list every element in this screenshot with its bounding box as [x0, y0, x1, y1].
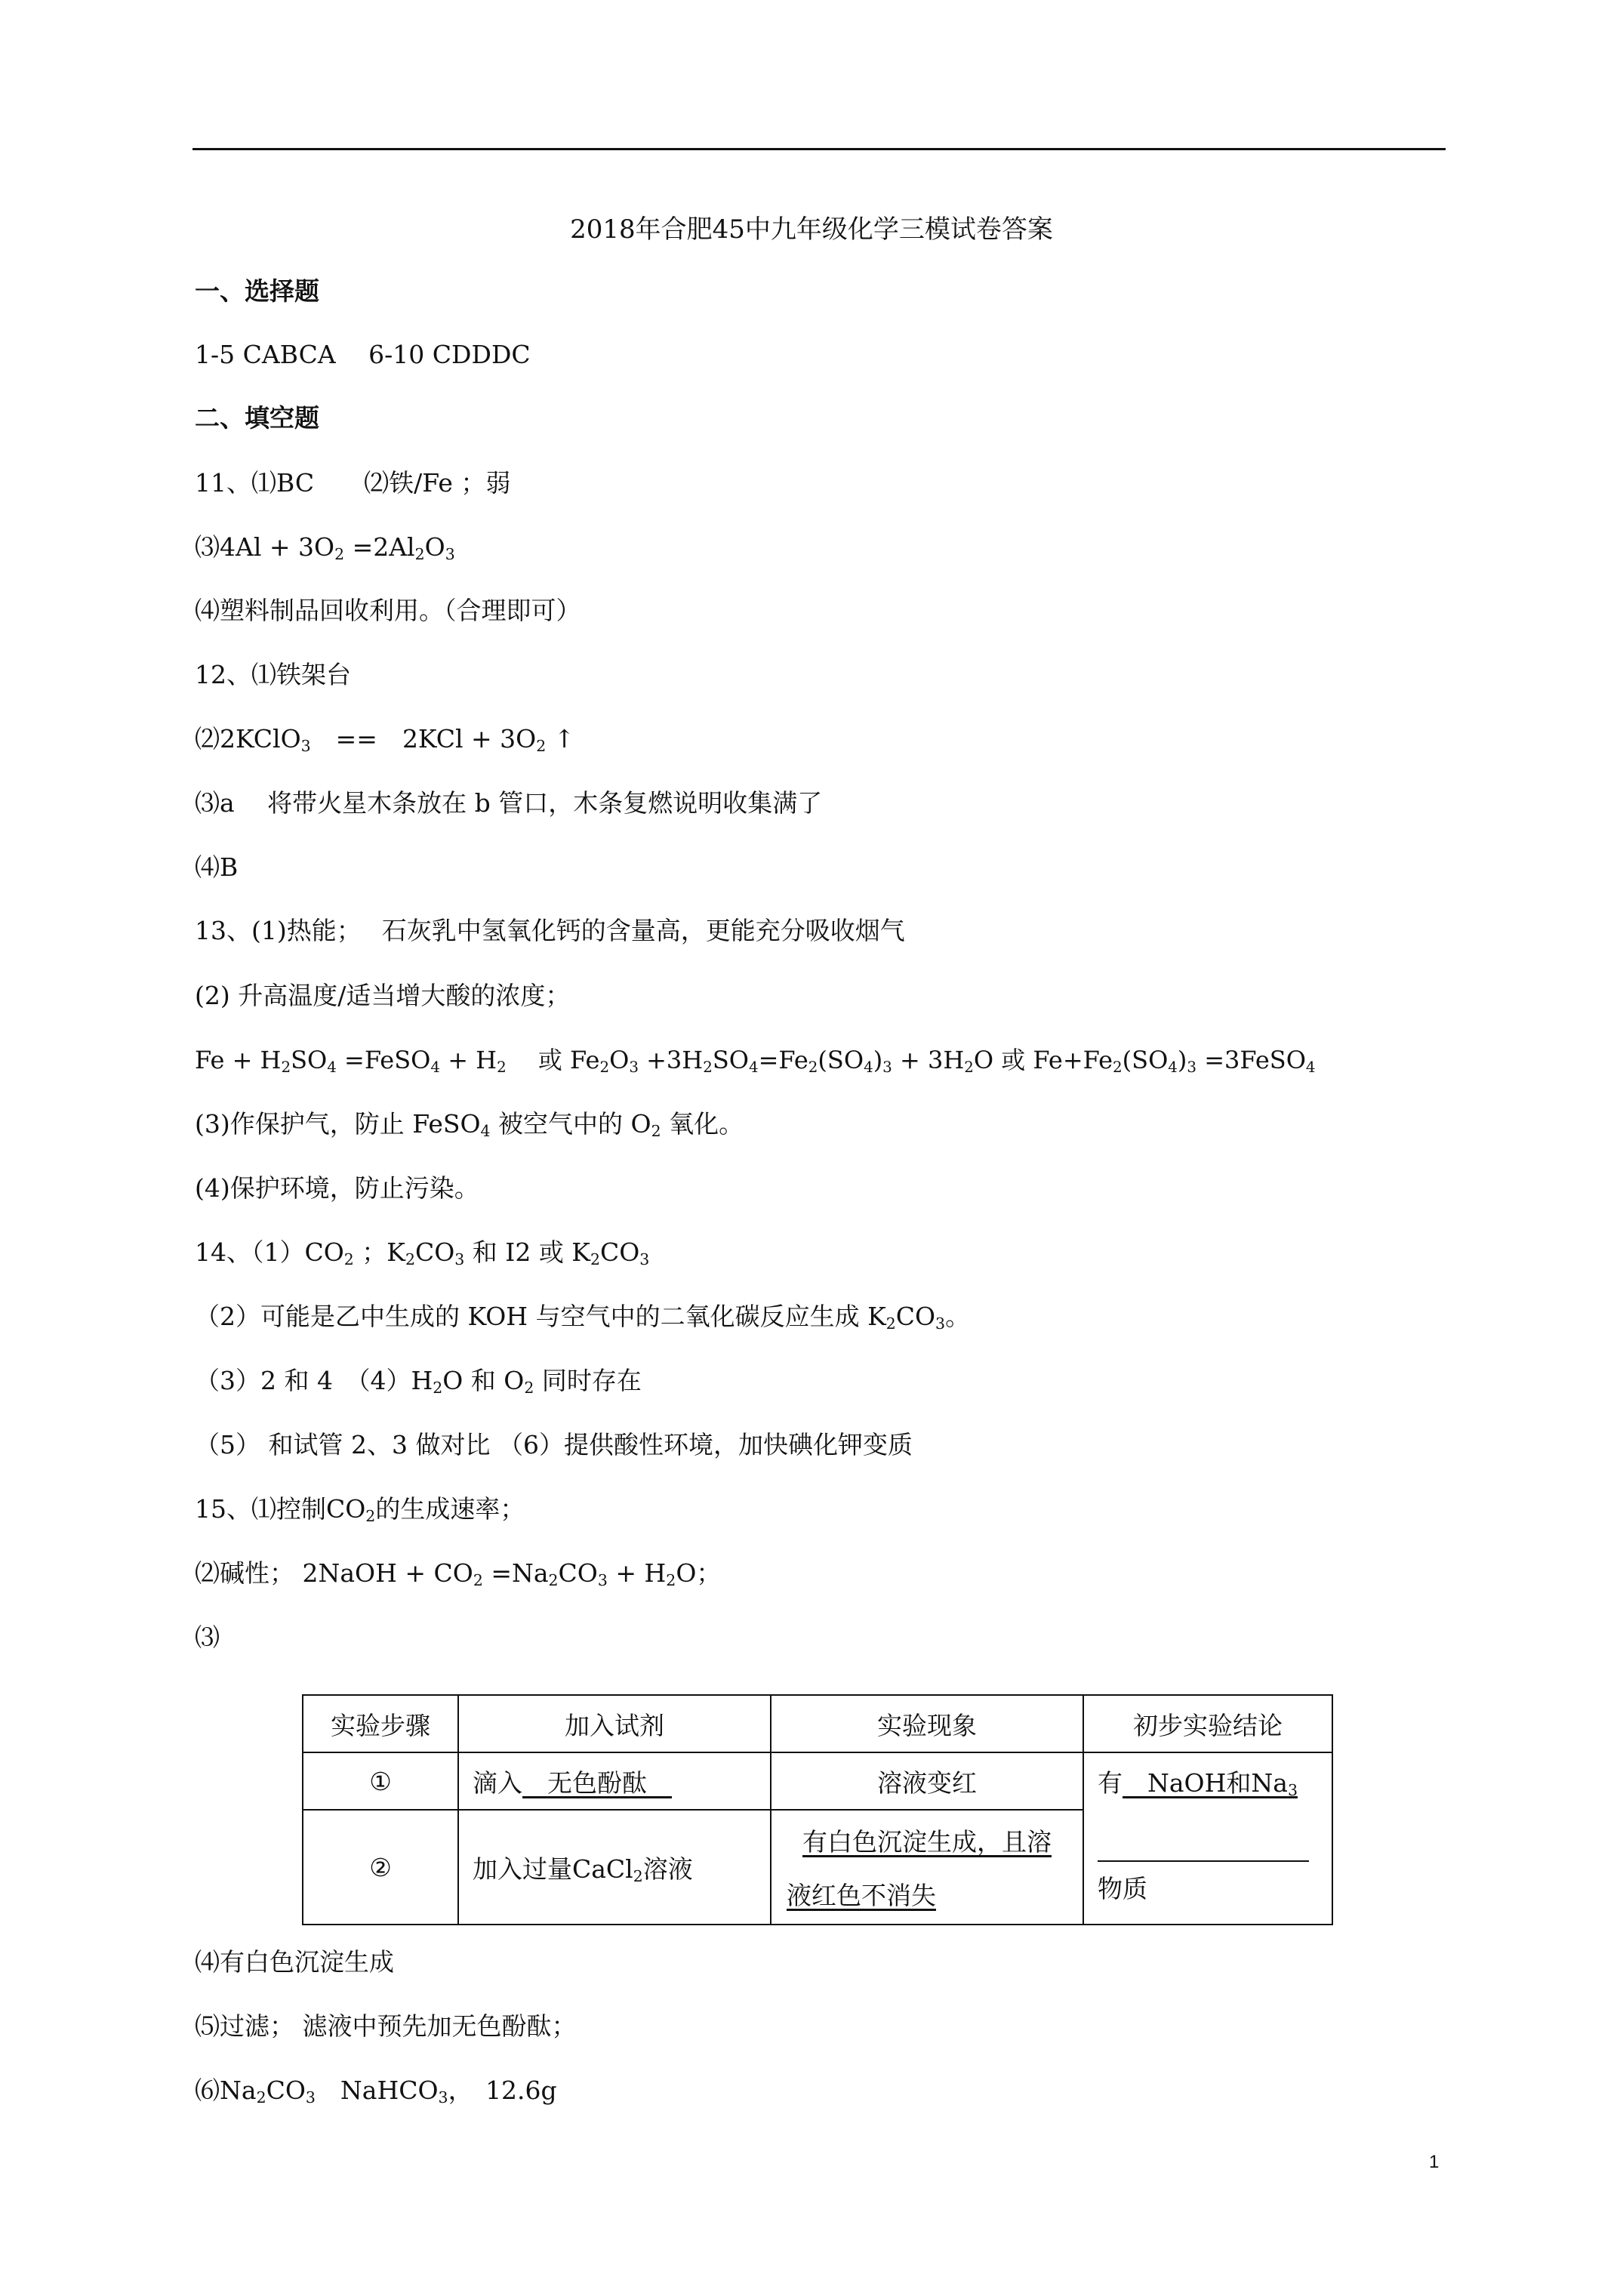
page-number: 1 [1429, 2152, 1440, 2172]
q15-line3: ⑶ [195, 1623, 220, 1652]
q15-line4: ⑷有白色沉淀生成 [195, 1947, 394, 1977]
section-choice: 一、选择题 [195, 276, 319, 306]
row1-step: ① [303, 1752, 458, 1810]
q12-line4: ⑷B [195, 852, 239, 882]
conclusion-blank [1098, 1838, 1309, 1862]
q15-line6: $⑹Na_2CO_3$ NaHCO$_3$， 12.6g [195, 2076, 557, 2107]
table-header-conclusion: 初步实验结论 [1083, 1695, 1332, 1752]
q15-line2: ⑵碱性； 2NaOH + $CO_2 =Na_2CO_3 + H_2O$； [195, 1558, 722, 1590]
q13-line2: (2) 升高温度/适当增大酸的浓度； [195, 981, 571, 1010]
q12-line2: ⑵2KClO$_3$ == $2KCl + 3O_2$ ↑ [195, 724, 575, 756]
page-title: 2018年合肥45中九年级化学三模试卷答案 [570, 214, 1053, 245]
experiment-table [302, 1694, 1333, 1925]
table-header-phenomenon: 实验现象 [771, 1695, 1083, 1752]
header-rule [192, 148, 1446, 150]
q13-line4: (3)作保护气，防止 FeSO$_4$ 被空气中的 $O_2$ 氧化。 [195, 1109, 744, 1141]
q15-line1: 15、⑴控制$CO_2$的生成速率； [195, 1494, 525, 1526]
q12-line3: ⑶a 将带火星木条放在 b 管口，木条复燃说明收集满了 [195, 788, 823, 818]
row2-step: ② [303, 1810, 458, 1925]
q11-line1: 11、⑴BC ⑵铁/Fe ；弱 [195, 468, 511, 498]
q14-line2: （2）可能是乙中生成的 KOH 与空气中的二氧化碳反应生成 $K_2CO_3$。 [195, 1302, 971, 1333]
row1-phenomenon: 溶液变红 [771, 1752, 1083, 1810]
q12-line1: 12、⑴铁架台 [195, 660, 351, 689]
row1-reagent: 滴入 无色酚酞 [458, 1752, 771, 1810]
table-header-step: 实验步骤 [303, 1695, 458, 1752]
q14-line1: 14、$(1)CO_2$ ；$K_2CO_3$ 和 I2 或 $K_2CO_3$ [195, 1237, 650, 1269]
table-header-reagent: 加入试剂 [458, 1695, 771, 1752]
q11-line3: ⑷塑料制品回收利用。（合理即可） [195, 596, 581, 625]
row2-phenomenon: 有白色沉淀生成，且溶 液红色不消失 [771, 1810, 1083, 1925]
row2-reagent: 加入过量CaCl$_2$溶液 [458, 1810, 771, 1925]
q14-line3: （3）2 和 4 $(4)H_2O$ 和 $O_2$ 同时存在 [195, 1366, 642, 1398]
q13-line5: (4)保护环境，防止污染。 [195, 1173, 479, 1203]
conclusion-cell: 有 NaOH和$Na_3$ 物质 [1083, 1752, 1332, 1925]
q13-line1: 13、(1)热能； 石灰乳中氢氧化钙的含量高，更能充分吸收烟气 [195, 916, 905, 945]
choice-answers: 1-5 CABCA 6-10 CDDDC [195, 340, 531, 369]
table-header-row [303, 1695, 1332, 1752]
table-row [303, 1752, 1332, 1810]
section-fill: 二、填空题 [195, 403, 319, 433]
q15-line5: ⑸过滤； 滤液中预先加无色酚酞； [195, 2011, 577, 2041]
q13-line3-equations: $Fe + H_2SO_4$ =FeSO$_4$ + $H_2$ 或 $Fe_2O_3 +3H_2SO_4=Fe_2(SO_4)_3 + 3H_2O$ 或 $Fe+Fe_2(SO_4)_3$ =3FeSO$_4$ [195, 1046, 1316, 1076]
q11-line2: ⑶4Al + $3O_2 =2Al_2O_3$ [195, 532, 455, 564]
q14-line4: （5） 和试管 2、3 做对比 （6）提供酸性环境，加快碘化钾变质 [195, 1430, 913, 1459]
